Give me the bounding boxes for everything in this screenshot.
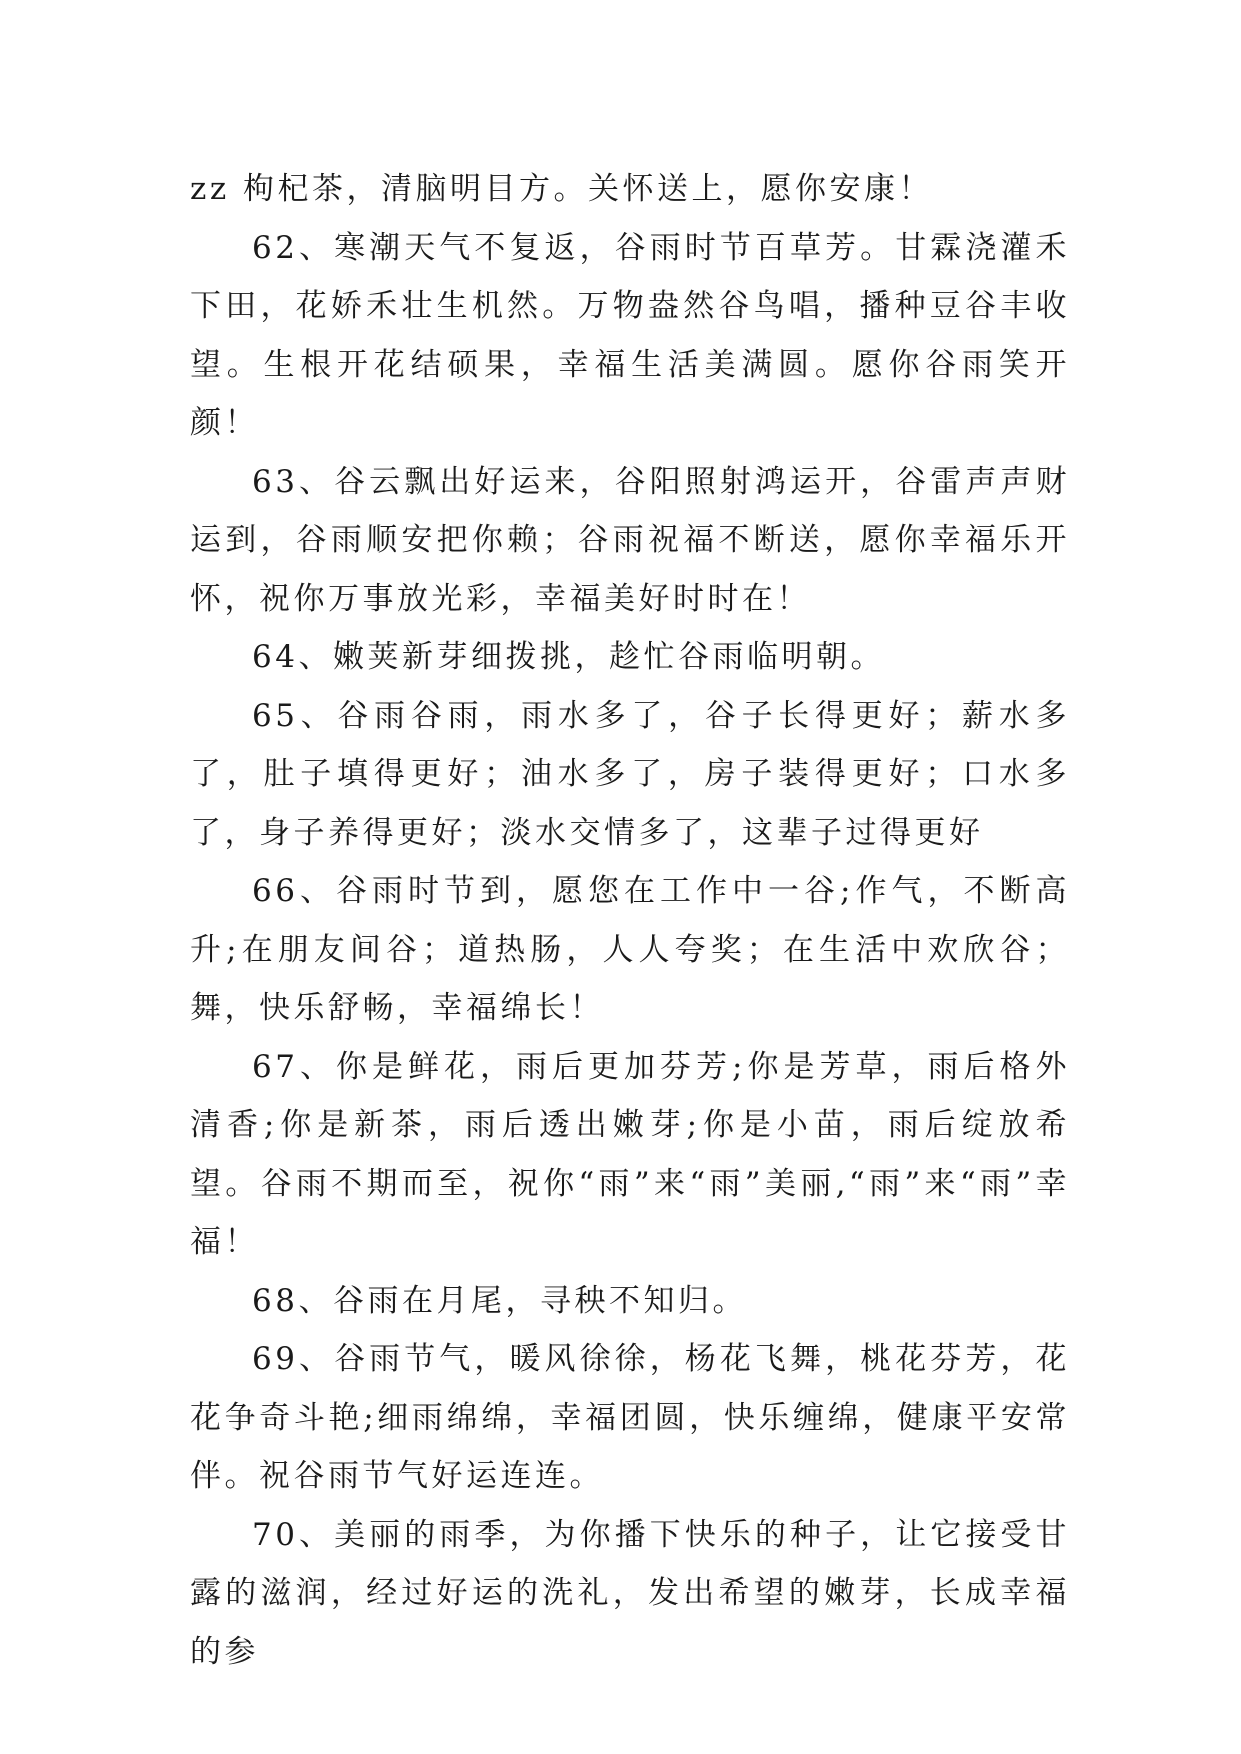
paragraph-66: 66、谷雨时节到，愿您在工作中一谷;作气，不断高升;在朋友间谷；道热肠，人人夸奖；在生活中欢欣谷；舞，快乐舒畅，幸福绵长！: [190, 873, 1070, 1026]
paragraph-63: 63、谷云飘出好运来，谷阳照射鸿运开，谷雷声声财运到，谷雨顺安把你赖；谷雨祝福不断送，愿你幸福乐开怀，祝你万事放光彩，幸福美好时时在！: [190, 463, 1070, 617]
paragraph-69: 69、谷雨节气，暖风徐徐，杨花飞舞，桃花芬芳，花花争奇斗艳;细雨绵绵，幸福团圆，快乐缠绵，健康平安常伴。祝谷雨节气好运连连。: [190, 1341, 1070, 1494]
paragraph-64: 64、嫩荚新芽细拨挑，趁忙谷雨临明朝。: [252, 639, 885, 675]
paragraph-62: 62、寒潮天气不复返，谷雨时节百草芳。甘霖浇灌禾下田，花娇禾壮生机然。万物盎然谷鸟唱，播种豆谷丰收望。生根开花结硕果，幸福生活美满圆。愿你谷雨笑开颜！: [190, 229, 1070, 441]
paragraph-68: 68、谷雨在月尾，寻秧不知归。: [252, 1282, 747, 1319]
paragraph-61-continuation: zz 枸杞茶，清脑明目方。关怀送上，愿你安康！: [190, 171, 934, 207]
document-body: [190, 160, 1070, 1681]
paragraph-65: 65、谷雨谷雨，雨水多了，谷子长得更好；薪水多了，肚子填得更好；油水多了，房子装得更好；口水多了，身子养得更好；淡水交情多了，这辈子过得更好: [190, 697, 1070, 851]
paragraph-70: 70、美丽的雨季，为你播下快乐的种子，让它接受甘露的滋润，经过好运的洗礼，发出希望的嫩芽，长成幸福的参: [190, 1516, 1070, 1670]
paragraph-67: 67、你是鲜花，雨后更加芬芳;你是芳草，雨后格外清香;你是新茶，雨后透出嫩芽;你是小苗，雨后绽放希望。谷雨不期而至，祝你“雨”来“雨”美丽,“雨”来“雨”幸福！: [190, 1048, 1070, 1260]
